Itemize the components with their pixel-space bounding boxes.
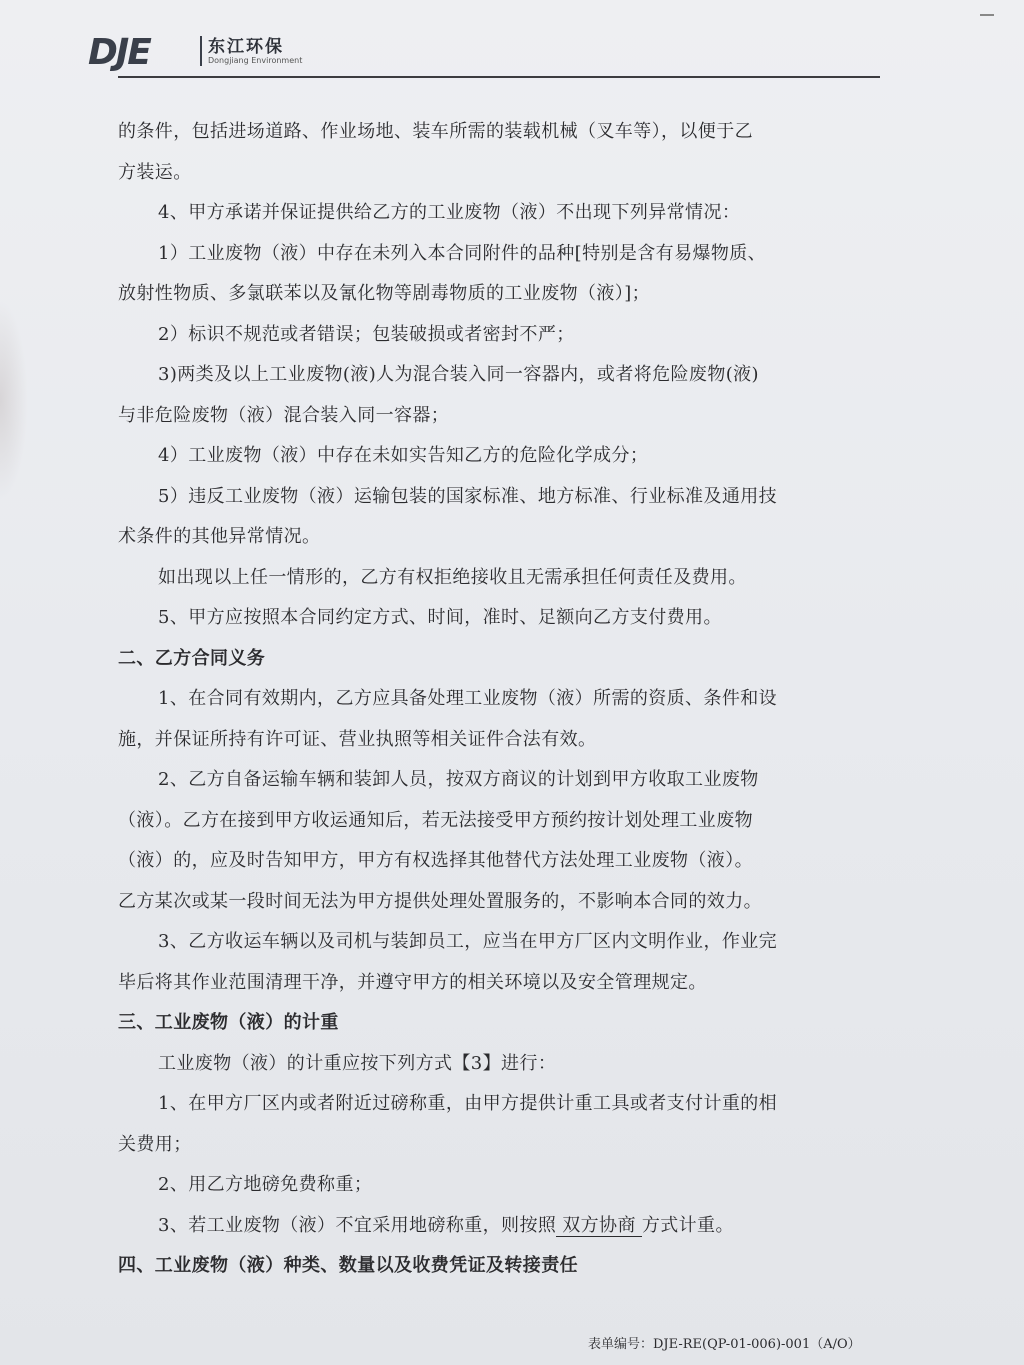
text-fragment: 方式计重。 [641,1214,734,1236]
text-line: 5）违反工业废物（液）运输包装的国家标准、地方标准、行业标准及通用技 [158,485,778,507]
text-line: 乙方某次或某一段时间无法为甲方提供处理处置服务的，不影响本合同的效力。 [118,890,762,912]
text-line: 1、在合同有效期内，乙方应具备处理工业废物（液）所需的资质、条件和设 [158,688,778,709]
text-line: 2、用乙方地磅免费称重； [158,1174,373,1195]
text-line: 1、在甲方厂区内或者附近过磅称重，由甲方提供计重工具或者支付计重的相 [158,1093,778,1114]
text-line: 关费用； [118,1133,192,1155]
contract-text [118,112,853,1287]
section-heading: 三、工业废物（液）的计重 [118,1012,339,1033]
filled-blank: 双方协商 [556,1215,642,1237]
page-shadow [0,300,28,500]
section-heading: 四、工业废物（液）种类、数量以及收费凭证及转接责任 [118,1255,578,1276]
text-line: 施，并保证所持有许可证、营业执照等相关证件合法有效。 [118,728,597,750]
text-line: （液）。乙方在接到甲方收运通知后，若无法接受甲方预约按计划处理工业废物 [118,809,753,831]
form-number: 表单编号：DJE-RE(QP-01-006)-001（A/O） [588,1337,861,1352]
text-line: 的条件，包括进场道路、作业场地、装车所需的装载机械（叉车等），以便于乙 [118,121,753,142]
text-line: 4、甲方承诺并保证提供给乙方的工业废物（液）不出现下列异常情况： [158,202,741,223]
header-rule [118,76,880,78]
company-logo: DJE [88,32,150,73]
text-line: 2）标识不规范或者错误；包装破损或者密封不严； [158,323,575,345]
text-line: 3、乙方收运车辆以及司机与装卸员工，应当在甲方厂区内文明作业，作业完 [158,931,778,952]
text-line: 工业废物（液）的计重应按下列方式【3】进行： [158,1052,557,1074]
corner-mark [980,14,994,16]
text-line: 放射性物质、多氯联苯以及氰化物等剧毒物质的工业废物（液）]； [118,283,651,304]
text-line [118,1206,853,1247]
text-line: 3)两类及以上工业废物(液)人为混合装入同一容器内，或者将危险废物(液) [158,364,759,385]
text-line: 5、甲方应按照本合同约定方式、时间，准时、足额向乙方支付费用。 [158,607,722,628]
text-line: （液）的，应及时告知甲方，甲方有权选择其他替代方法处理工业废物（液）。 [118,850,753,871]
section-heading: 二、乙方合同义务 [118,647,266,669]
text-line: 如出现以上任一情形的，乙方有权拒绝接收且无需承担任何责任及费用。 [158,566,747,588]
company-name-cn: 东江环保 [208,37,284,57]
text-line: 毕后将其作业范围清理干净，并遵守甲方的相关环境以及安全管理规定。 [118,971,707,993]
text-line: 4）工业废物（液）中存在未如实告知乙方的危险化学成分； [158,445,649,466]
text-line: 方装运。 [118,161,192,183]
company-name-en: Dongjiang Environment [208,56,303,65]
text-line: 1）工业废物（液）中存在未列入本合同附件的品种[特别是含有易爆物质、 [158,242,767,264]
letterhead [88,30,888,90]
logo-divider [200,36,202,66]
text-line: 术条件的其他异常情况。 [118,526,321,547]
text-line: 2、乙方自备运输车辆和装卸人员，按双方商议的计划到甲方收取工业废物 [158,769,759,790]
text-fragment: 3、若工业废物（液）不宜采用地磅称重，则按照 [158,1214,557,1236]
text-line: 与非危险废物（液）混合装入同一容器； [118,404,450,426]
